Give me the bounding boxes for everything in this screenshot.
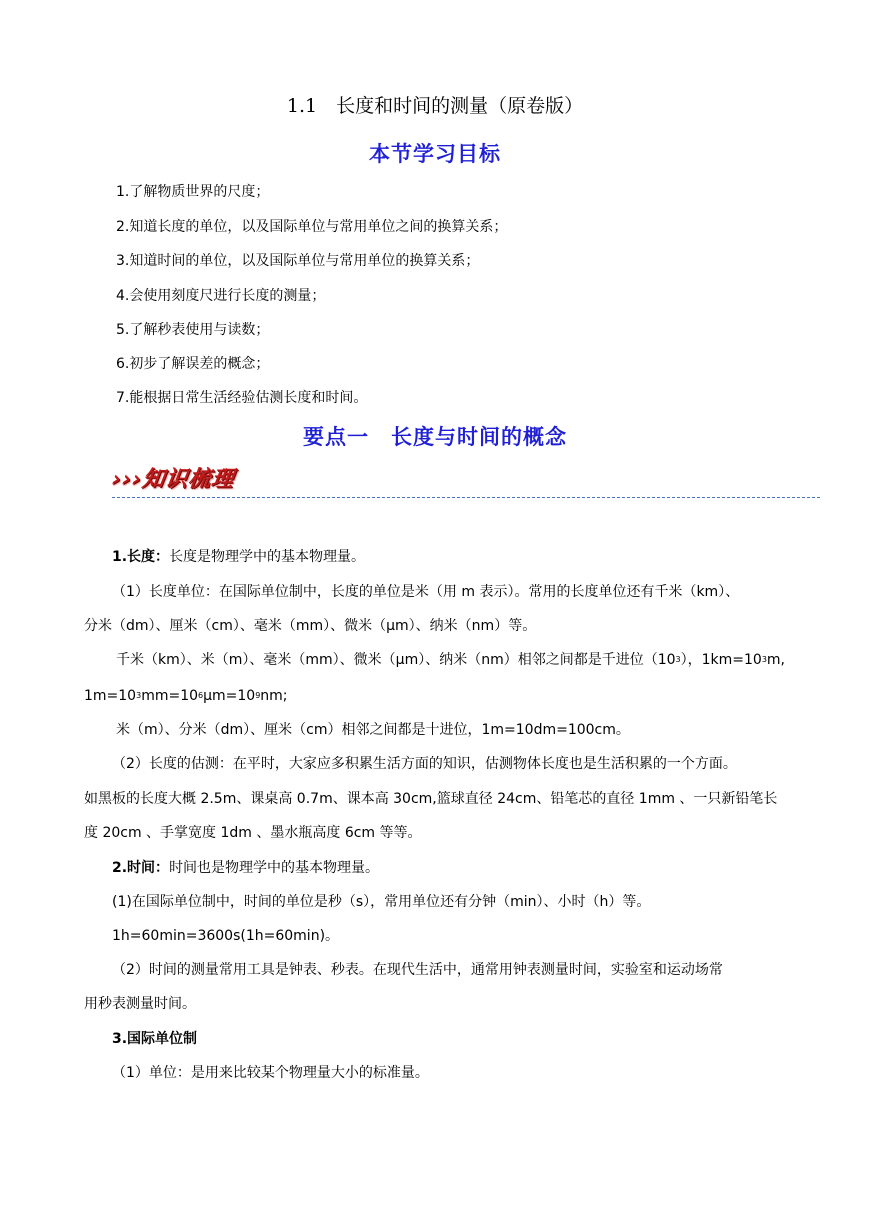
text-run: mm=10 bbox=[141, 688, 199, 704]
goal-item: 5.了解秒表使用与读数； bbox=[116, 322, 270, 338]
paragraph-line bbox=[84, 686, 288, 706]
paragraph-line: (1)在国际单位制中，时间的单位是秒（s），常用单位还有分钟（min）、小时（h）等。 bbox=[112, 894, 651, 910]
goal-item: 3.知道时间的单位，以及国际单位与常用单位的换算关系； bbox=[116, 253, 480, 269]
paragraph-line bbox=[116, 650, 785, 670]
paragraph-time bbox=[112, 858, 379, 878]
text-run: 1m=10 bbox=[84, 688, 137, 704]
banner-arrows: ››› bbox=[110, 467, 145, 492]
paragraph-line: （2）长度的估测：在平时，大家应多积累生活方面的知识，估测物体长度也是生活积累的一个方面。 bbox=[112, 756, 737, 772]
paragraph-line: （2）时间的测量常用工具是钟表、秒表。在现代生活中，通常用钟表测量时间，实验室和运动场常 bbox=[112, 962, 723, 978]
goals-heading: 本节学习目标 bbox=[369, 141, 501, 166]
text-run: ），1km=10 bbox=[680, 652, 762, 668]
page-title: 1.1 长度和时间的测量（原卷版） bbox=[286, 95, 584, 117]
paragraph-line: 度 20cm 、手掌宽度 1dm 、墨水瓶高度 6cm 等等。 bbox=[84, 825, 422, 841]
superscript: 3 bbox=[136, 691, 142, 700]
length-label: 1.长度： bbox=[112, 549, 170, 565]
goal-item: 4.会使用刻度尺进行长度的测量； bbox=[116, 288, 326, 304]
goal-item: 1.了解物质世界的尺度； bbox=[116, 184, 270, 200]
text-run: μm=10 bbox=[203, 688, 256, 704]
paragraph-line: （1）单位：是用来比较某个物理量大小的标准量。 bbox=[112, 1065, 429, 1081]
text-run: nm; bbox=[260, 688, 288, 704]
paragraph-line: 1h=60min=3600s(1h=60min)。 bbox=[112, 928, 340, 944]
superscript: 9 bbox=[255, 691, 261, 700]
goal-item: 6.初步了解误差的概念； bbox=[116, 356, 270, 372]
goal-item: 7.能根据日常生活经验估测长度和时间。 bbox=[116, 390, 368, 406]
length-text: 长度是物理学中的基本物理量。 bbox=[169, 549, 366, 565]
paragraph-line: 分米（dm）、厘米（cm）、毫米（mm）、微米（μm）、纳米（nm）等。 bbox=[84, 618, 537, 634]
goal-item: 2.知道长度的单位，以及国际单位与常用单位之间的换算关系； bbox=[116, 219, 508, 235]
time-text: 时间也是物理学中的基本物理量。 bbox=[169, 860, 380, 876]
text-run: m, bbox=[766, 652, 786, 668]
paragraph-line: 米（m）、分米（dm）、厘米（cm）相邻之间都是十进位，1m=10dm=100cm。 bbox=[116, 722, 630, 738]
paragraph-line: （1）长度单位：在国际单位制中，长度的单位是米（用 m 表示）。常用的长度单位还有千米（km）、 bbox=[112, 584, 740, 600]
paragraph-length bbox=[112, 547, 365, 567]
superscript: 6 bbox=[198, 691, 204, 700]
paragraph-line: 如黑板的长度大概 2.5m、课桌高 0.7m、课本高 30cm,篮球直径 24cm、铅笔芯的直径 1mm 、一只新铅笔长 bbox=[84, 791, 778, 807]
superscript: 3 bbox=[675, 655, 681, 664]
superscript: 3 bbox=[761, 655, 767, 664]
dashed-divider bbox=[112, 497, 820, 498]
banner-label-text: 知识梳理 bbox=[140, 467, 237, 492]
paragraph-line: 用秒表测量时间。 bbox=[84, 996, 196, 1012]
banner-label bbox=[110, 466, 236, 494]
time-label: 2.时间： bbox=[112, 860, 170, 876]
si-heading: 3.国际单位制 bbox=[112, 1031, 198, 1047]
text-run: 千米（km）、米（m）、毫米（mm）、微米（μm）、纳米（nm）相邻之间都是千进位（10 bbox=[116, 652, 676, 668]
section-heading: 要点一 长度与时间的概念 bbox=[303, 424, 567, 449]
knowledge-banner bbox=[112, 466, 822, 502]
